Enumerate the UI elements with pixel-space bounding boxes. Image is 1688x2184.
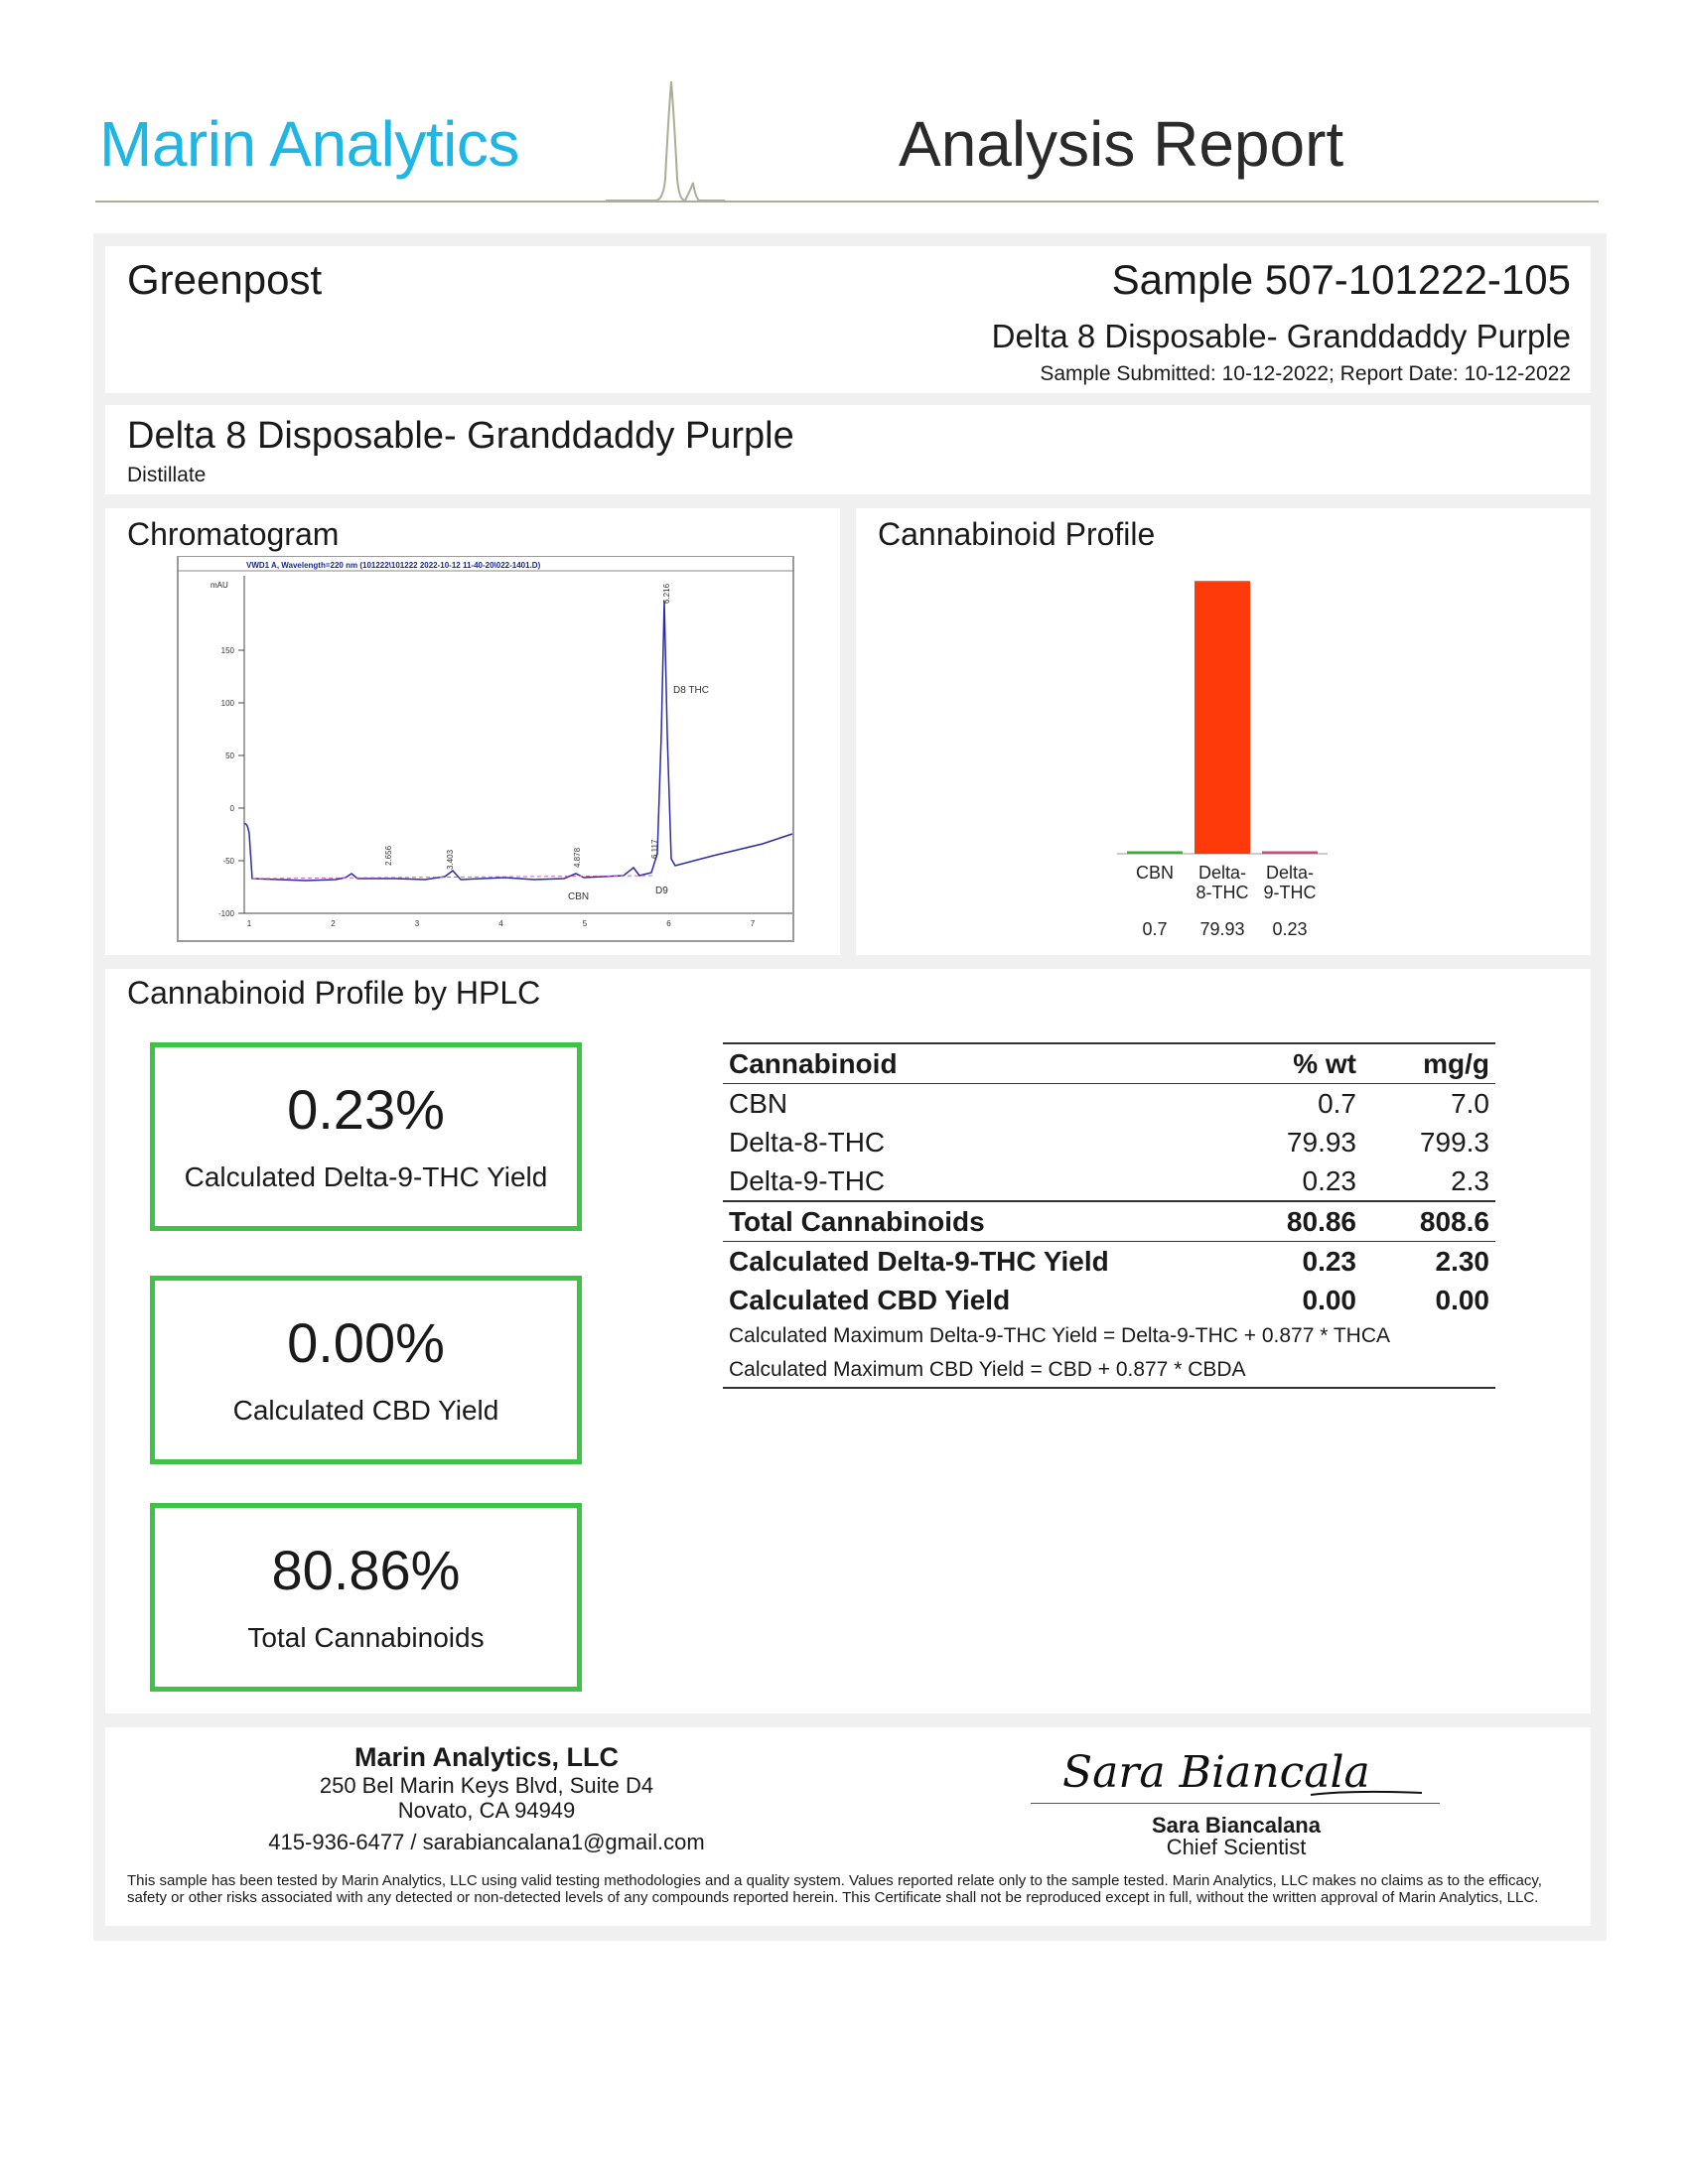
hplc-title: Cannabinoid Profile by HPLC (127, 975, 541, 1011)
client-name: Greenpost (127, 256, 323, 303)
chromatogram-x-tick: 5 (582, 919, 588, 928)
footer-contact: 415-936-6477 / sarabiancalana1@gmail.com (268, 1830, 705, 1854)
cell-mgg: 0.00 (1435, 1284, 1489, 1315)
product-type: Distillate (127, 464, 207, 486)
chromatogram-y-tick: -50 (222, 857, 234, 866)
chart-value-label: 0.7 (1142, 919, 1168, 939)
table-note-row (723, 1353, 1495, 1388)
stat-value: 0.23% (287, 1078, 445, 1141)
footer-address1: 250 Bel Marin Keys Blvd, Suite D4 (319, 1773, 654, 1798)
cell-mgg: 2.3 (1451, 1164, 1489, 1196)
cell-pct: 0.23 (1302, 1245, 1356, 1277)
table-note-row (723, 1319, 1495, 1353)
table-header-row (723, 1043, 1495, 1084)
chromatogram-x-tick: 1 (246, 919, 252, 928)
table-yield-row (723, 1281, 1495, 1319)
peak-label-6117: 6.117 (650, 839, 659, 859)
table-total-row (723, 1201, 1495, 1242)
cell-pct: 79.93 (1286, 1126, 1356, 1158)
header-divider (95, 201, 1599, 203)
stat-card-delta9 (150, 1042, 582, 1231)
cannabinoid-profile-chart (1092, 571, 1350, 948)
cell-name: Delta-8-THC (729, 1126, 886, 1158)
chromatogram-logo-icon (606, 79, 725, 205)
cell-name: Total Cannabinoids (723, 1201, 1152, 1242)
chromatogram-header-text: VWD1 A, Wavelength=220 nm (101222\101222 2022-10-12 11-40-20\022-1401.D) (246, 561, 541, 570)
table-row (723, 1123, 1495, 1161)
cell-pct: 0.00 (1302, 1284, 1356, 1315)
cell-name: Calculated Delta-9-THC Yield (729, 1245, 1109, 1277)
cell-pct: 0.7 (1318, 1087, 1356, 1119)
cell-mgg: 2.30 (1435, 1245, 1489, 1277)
stat-value: 0.00% (287, 1311, 445, 1374)
peak-label-6216: 6.216 (662, 583, 671, 604)
chromatogram-y-tick: 100 (220, 699, 234, 708)
table-row (723, 1161, 1495, 1201)
report-title: Analysis Report (899, 108, 1344, 180)
brand-name: Marin Analytics (99, 108, 519, 180)
cell-mgg: 7.0 (1451, 1087, 1489, 1119)
formula-note: Calculated Maximum Delta-9-THC Yield = Delta-9-THC + 0.877 * THCA (729, 1324, 1391, 1347)
cell-mgg: 808.6 (1362, 1201, 1495, 1242)
chromatogram-x-tick: 6 (666, 919, 671, 928)
footer-company: Marin Analytics, LLC (353, 1742, 620, 1772)
table-yield-row (723, 1242, 1495, 1282)
col-header-pct: % wt (1152, 1043, 1362, 1084)
chart-bar-cbn (1127, 852, 1183, 855)
stat-value: 80.86% (271, 1539, 461, 1601)
col-header-mgg: mg/g (1362, 1043, 1495, 1084)
chromatogram-y-tick: 0 (229, 804, 234, 813)
stat-label: Calculated Delta-9-THC Yield (184, 1161, 548, 1192)
signature-image (1053, 1735, 1430, 1805)
table-row (723, 1084, 1495, 1124)
chart-category-label: 9-THC (1263, 883, 1317, 902)
peak-label-4878: 4.878 (573, 847, 582, 868)
chromatogram-y-tick: 50 (225, 751, 234, 760)
chromatogram-y-tick: 150 (220, 646, 234, 655)
compound-label-d8thc: D8 THC (673, 685, 709, 696)
chromatogram-y-tick: -100 (217, 909, 234, 918)
chart-category-label: CBN (1135, 863, 1175, 883)
peak-label-2656: 2.656 (384, 845, 393, 866)
peak-label-3403: 3.403 (446, 849, 455, 870)
product-name: Delta 8 Disposable- Granddaddy Purple (127, 415, 794, 457)
compound-label-cbn: CBN (568, 891, 590, 902)
formula-note: Calculated Maximum CBD Yield = CBD + 0.877 * CBDA (723, 1353, 1495, 1388)
profile-title: Cannabinoid Profile (878, 516, 1156, 552)
stat-label: Total Cannabinoids (247, 1622, 485, 1653)
cell-mgg: 799.3 (1419, 1126, 1489, 1158)
col-header-cannabinoid: Cannabinoid (723, 1043, 1152, 1084)
chromatogram-image (177, 556, 794, 943)
footer-address2: Novato, CA 94949 (397, 1798, 576, 1823)
cell-name: Delta-9-THC (729, 1164, 886, 1196)
chart-category-label: 8-THC (1196, 883, 1249, 902)
chromatogram-x-tick: 2 (331, 919, 336, 928)
chart-value-label: 0.23 (1272, 919, 1308, 939)
sample-dates: Sample Submitted: 10-12-2022; Report Date: 10-12-2022 (1040, 362, 1571, 385)
compound-label-d9: D9 (655, 886, 668, 896)
chart-value-label: 79.93 (1199, 919, 1245, 939)
signer-name: Sara Biancalana (1152, 1813, 1321, 1838)
cell-name: CBN (729, 1087, 788, 1119)
chart-bar-delta-9-thc (1262, 852, 1318, 855)
disclaimer: This sample has been tested by Marin Analytics, LLC using valid testing methodologies and a quality system. Values reported relate only to the sample tested. Marin Analytics, LLC makes no claims as to the efficacy, safety or other risks associated with any detected or non-detected levels of any compounds reported herein. This Certificate shall not be reproduced except in full, without the written approval of Marin Analytics, LLC. (127, 1872, 1542, 1906)
chart-category-label: Delta- (1197, 863, 1247, 883)
signer-title: Chief Scientist (1166, 1835, 1307, 1859)
signature-line (1031, 1803, 1440, 1804)
sample-id: Sample 507-101222-105 (1111, 256, 1571, 303)
chart-bar-delta-8-thc (1195, 581, 1250, 854)
cell-pct: 80.86 (1152, 1201, 1362, 1242)
stat-card-cbd (150, 1276, 582, 1464)
cell-pct: 0.23 (1302, 1164, 1356, 1196)
stat-label: Calculated CBD Yield (232, 1395, 499, 1426)
stat-card-total (150, 1503, 582, 1692)
chromatogram-title: Chromatogram (127, 516, 340, 552)
chromatogram-x-tick: 7 (750, 919, 756, 928)
cell-name: Calculated CBD Yield (729, 1284, 1011, 1315)
results-table (723, 1042, 1495, 1389)
chromatogram-y-unit: mAU (211, 581, 228, 590)
chromatogram-x-tick: 3 (414, 919, 420, 928)
chromatogram-x-tick: 4 (498, 919, 503, 928)
sample-product: Delta 8 Disposable- Granddaddy Purple (991, 318, 1571, 354)
chart-category-label: Delta- (1265, 863, 1315, 883)
signature-text: Sara Biancala (1062, 1747, 1370, 1798)
